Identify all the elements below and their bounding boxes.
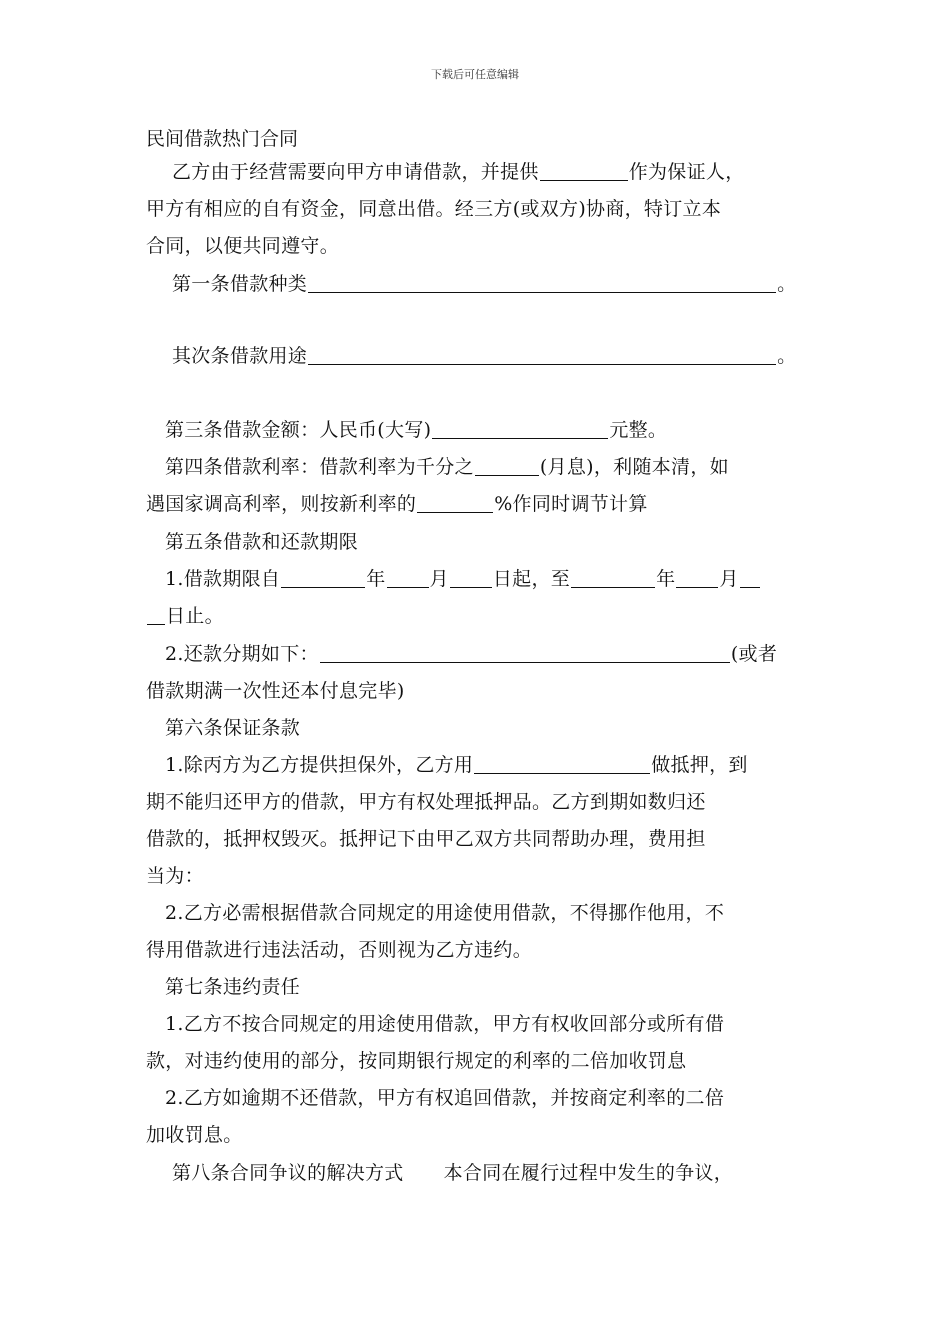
intro-text-b: 作为保证人， (628, 161, 745, 183)
article-3-label: 第三条借款金额：人民币(大写) (165, 419, 432, 441)
article-5-item-1-line-2 (146, 598, 824, 635)
article-5-item-2-line-1 (165, 636, 824, 673)
article-7-item-2-line-1: 2.乙方如逾期不还借款，甲方有权追回借款，并按商定利率的二倍 (165, 1087, 725, 1109)
article-7-item-1-line-1: 1.乙方不按合同规定的用途使用借款，甲方有权收回部分或所有借 (165, 1013, 725, 1035)
article-1-label: 第一条借款种类 (172, 273, 308, 295)
rate-blank[interactable] (475, 474, 539, 476)
end-month-blank[interactable] (676, 586, 718, 588)
year-label: 年 (366, 568, 386, 590)
repayment-or: (或者 (730, 643, 778, 665)
repayment-label: 2.还款分期如下： (165, 643, 319, 665)
article-1-line (172, 266, 824, 303)
end-day-blank-b[interactable] (147, 623, 165, 625)
month-label-2: 月 (719, 568, 739, 590)
end-day-blank-a[interactable] (740, 586, 760, 588)
intro-line-3: 合同，以便共同遵守。 (146, 235, 340, 257)
article-5-item-2-line-2: 借款期满一次性还本付息完毕) (146, 680, 405, 702)
article-1-end: 。 (777, 273, 797, 295)
article-6-item-2-line-2: 得用借款进行违法活动，否则视为乙方违约。 (146, 939, 533, 961)
article-6-text-a: 1.除丙方为乙方提供担保外，乙方用 (165, 754, 474, 776)
article-6-text-b: 做抵押，到 (651, 754, 748, 776)
article-8-heading: 第八条合同争议的解决方式 (172, 1162, 404, 1184)
term-to-label: 日起，至 (492, 568, 571, 590)
article-4-text-b: (月息)，利随本清，如 (539, 456, 729, 478)
article-8-line (172, 1155, 824, 1192)
loan-type-blank[interactable] (308, 291, 776, 293)
article-4-text-d: %作同时调节计算 (494, 493, 648, 515)
term-end-label: 日止。 (166, 605, 224, 627)
article-6-heading: 第六条保证条款 (165, 717, 301, 739)
repayment-schedule-blank[interactable] (320, 661, 730, 663)
article-6-item-1-line-1 (165, 747, 824, 784)
collateral-blank[interactable] (474, 772, 650, 774)
start-year-blank[interactable] (281, 586, 365, 588)
new-rate-blank[interactable] (417, 511, 493, 513)
amount-blank[interactable] (432, 437, 608, 439)
article-4-text-a: 第四条借款利率：借款利率为千分之 (165, 456, 474, 478)
article-6-item-1-line-3: 借款的，抵押权毁灭。抵押记下由甲乙双方共同帮助办理，费用担 (146, 828, 706, 850)
article-3-line (165, 412, 824, 449)
start-month-blank[interactable] (387, 586, 429, 588)
article-4-line-2 (146, 486, 824, 523)
article-2-label: 其次条借款用途 (172, 345, 308, 367)
start-day-blank[interactable] (450, 586, 492, 588)
document-title: 民间借款热门合同 (146, 128, 299, 150)
article-7-item-1-line-2: 款，对违约使用的部分，按同期银行规定的利率的二倍加收罚息 (146, 1050, 687, 1072)
article-2-line (172, 338, 824, 375)
year-label-2: 年 (656, 568, 676, 590)
article-6-item-2-line-1: 2.乙方必需根据借款合同规定的用途使用借款，不得挪作他用，不 (165, 902, 725, 924)
term-from-label: 1.借款期限自 (165, 568, 281, 590)
article-5-heading: 第五条借款和还款期限 (165, 531, 359, 553)
article-5-item-1-line-1 (165, 561, 824, 598)
article-8-text: 本合同在履行过程中发生的争议， (443, 1162, 734, 1184)
month-label: 月 (429, 568, 449, 590)
article-3-end: 元整。 (609, 419, 668, 441)
intro-line-2: 甲方有相应的自有资金，同意出借。经三方(或双方)协商，特订立本 (146, 198, 722, 220)
header-note: 下载后可任意编辑 (431, 68, 519, 81)
intro-line-1 (172, 154, 824, 191)
article-6-item-1-line-4: 当为： (146, 865, 204, 887)
loan-purpose-blank[interactable] (308, 363, 776, 365)
end-year-blank[interactable] (571, 586, 655, 588)
article-4-text-c: 遇国家调高利率，则按新利率的 (146, 493, 417, 515)
article-6-item-1-line-2: 期不能归还甲方的借款，甲方有权处理抵押品。乙方到期如数归还 (146, 791, 706, 813)
article-2-end: 。 (777, 345, 797, 367)
intro-text-a: 乙方由于经营需要向甲方申请借款，并提供 (172, 161, 539, 183)
article-7-item-2-line-2: 加收罚息。 (146, 1124, 243, 1146)
article-4-line-1 (165, 449, 824, 486)
guarantor-blank[interactable] (540, 179, 628, 181)
article-7-heading: 第七条违约责任 (165, 976, 301, 998)
